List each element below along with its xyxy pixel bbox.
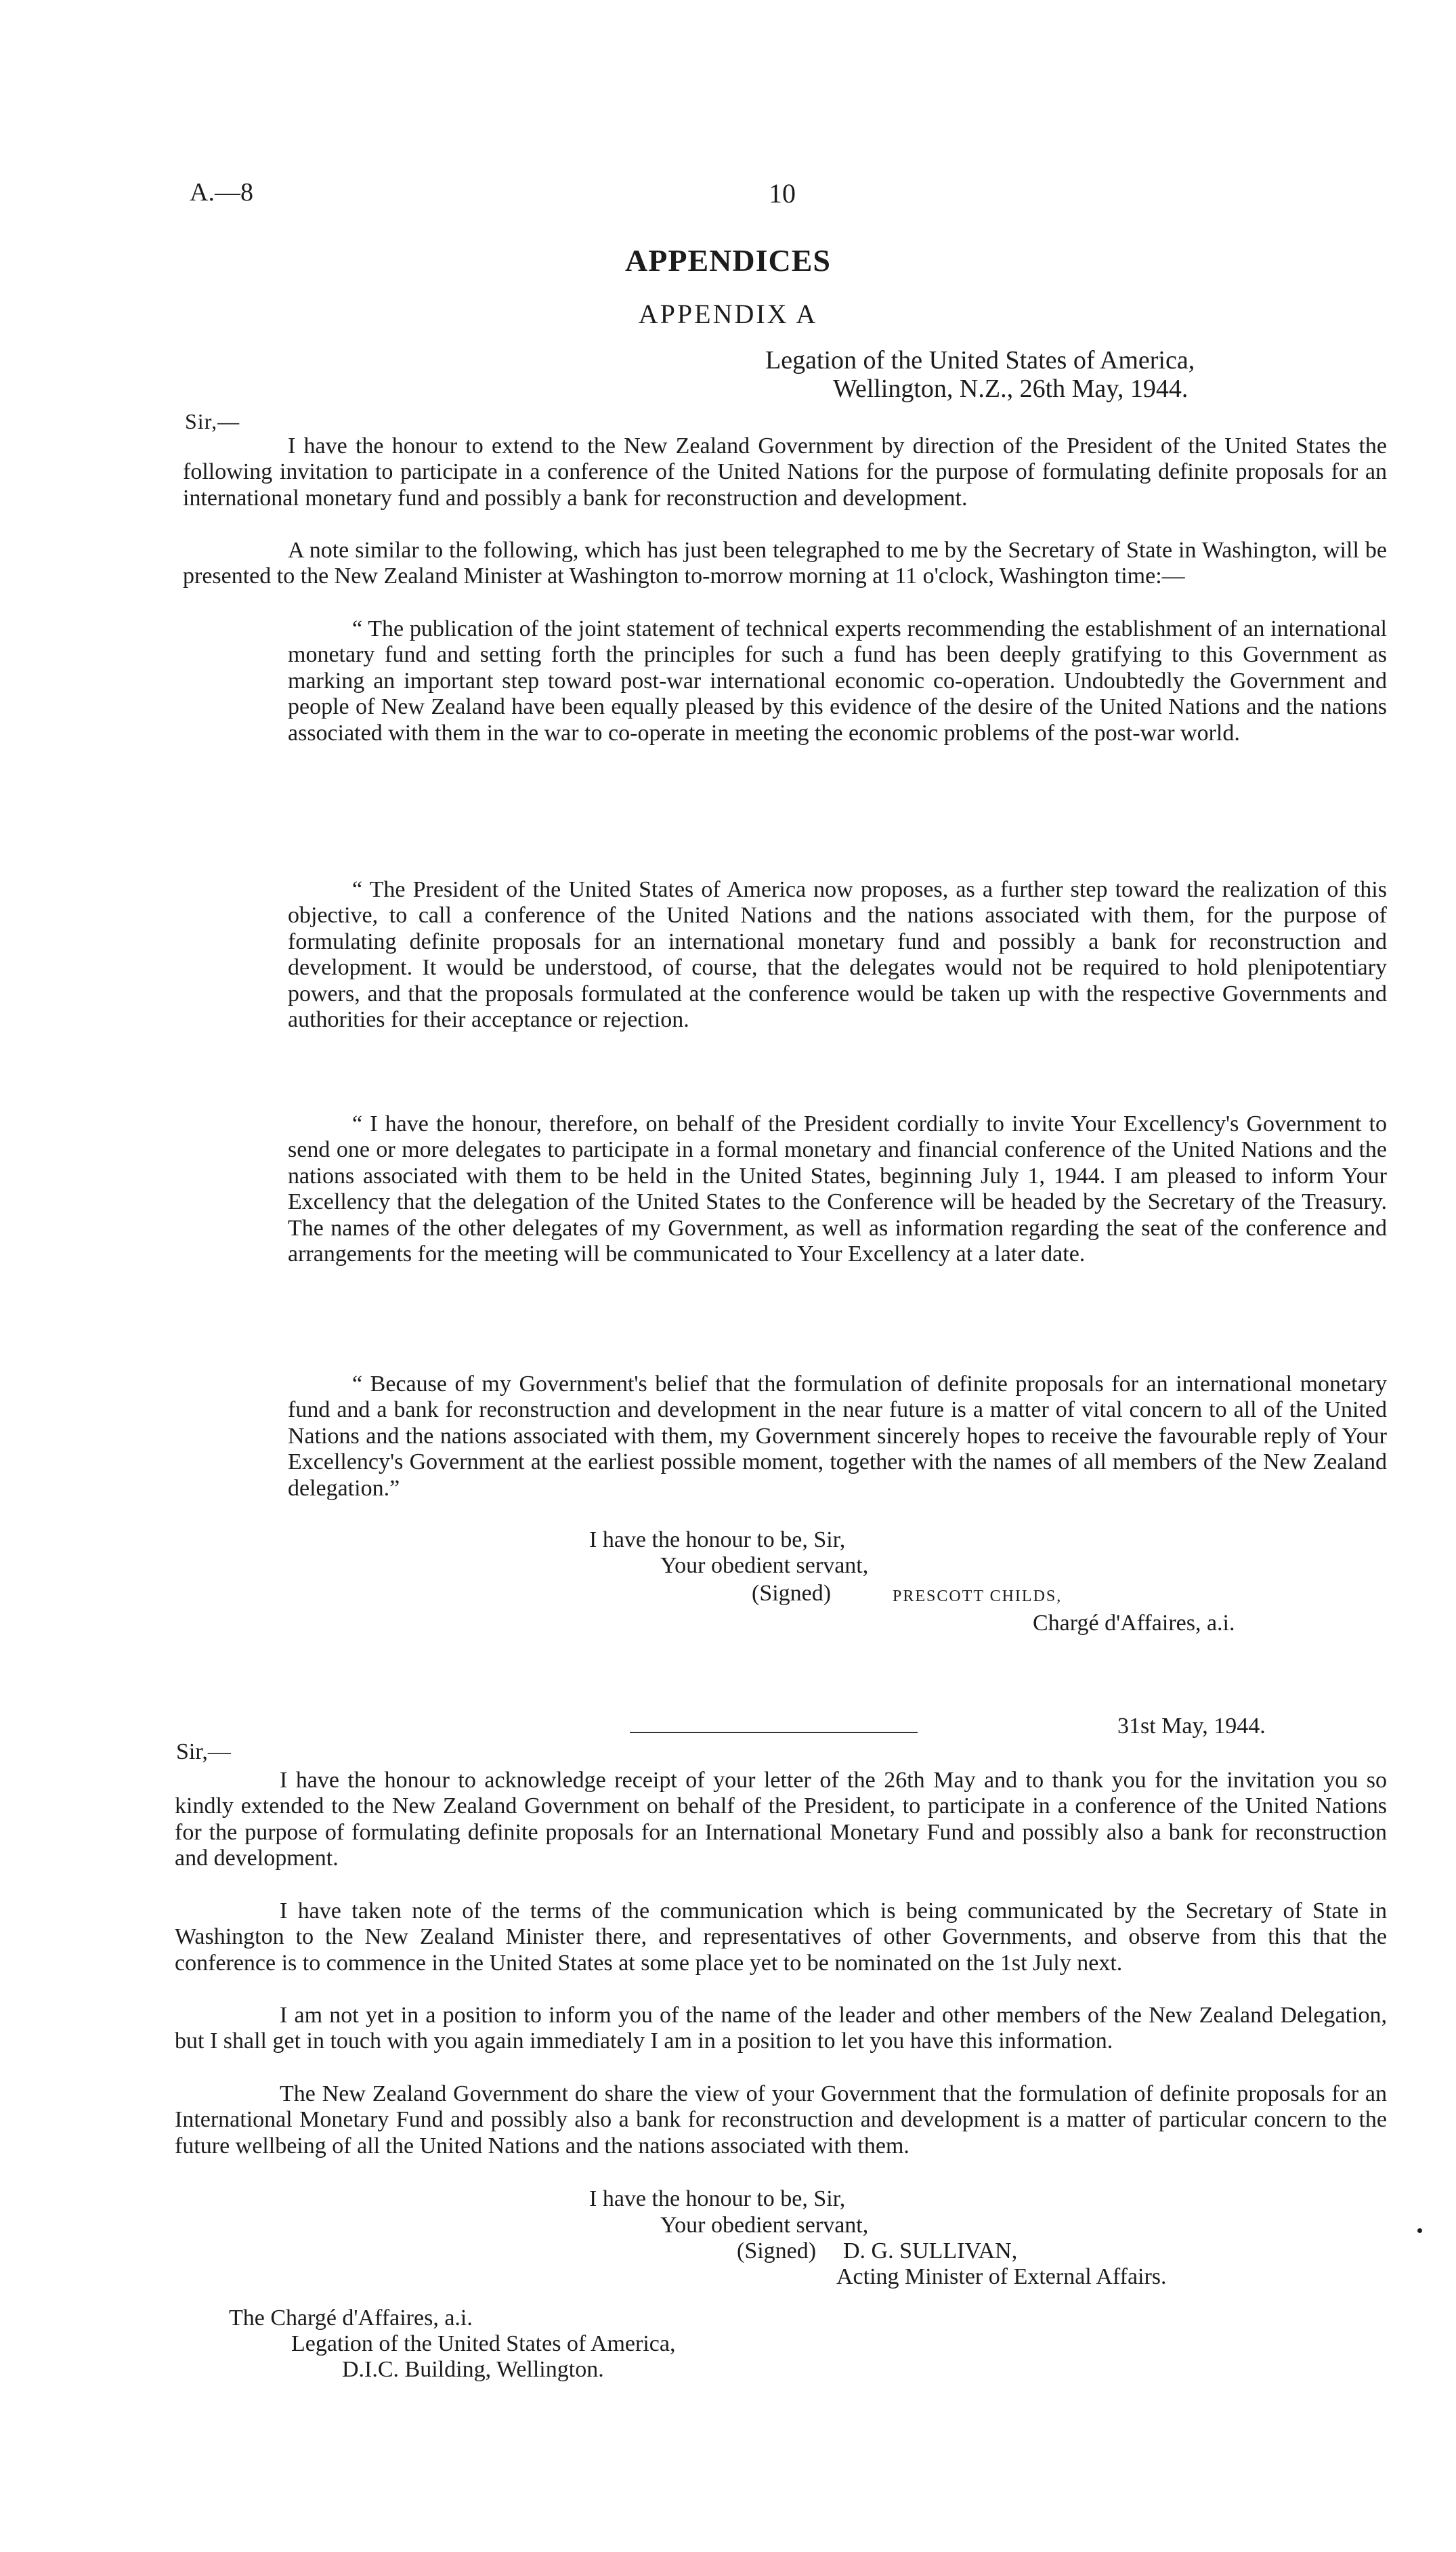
letter2-paragraph-1: I have the honour to acknowledge receipt of your letter of the 26th May and to thank you for the invitation you so kindly extended to the New Zealand Government on behalf of the President, to participate in a conference of the United Nations for the purpose of formulating definite proposals for an International Monetary Fund and possibly also a bank for reconstruction and development.	[175, 1768, 1387, 1871]
letter2-closing-line2: Your obedient servant,	[660, 2213, 869, 2238]
letter2-signatory-title: Acting Minister of External Affairs.	[836, 2264, 1167, 2289]
letter1-address-line2: Wellington, N.Z., 26th May, 1944.	[833, 375, 1189, 403]
letter2-signed-marker: (Signed)	[737, 2238, 817, 2263]
document-reference: A.—8	[190, 178, 253, 207]
letter1-address-line1: Legation of the United States of America,	[765, 346, 1195, 375]
letter1-signatory-title: Chargé d'Affaires, a.i.	[1033, 1611, 1235, 1636]
recipient-line3: D.I.C. Building, Wellington.	[342, 2357, 604, 2382]
letter1-quote-4: “ Because of my Government's belief that the formulation of definite proposals for an international monetary fund and a bank for reconstruction and development in the near future is a matter of vital concern to all of the United Nations and the nations associated with them, my Government sincerely hopes to receive the favourable reply of Your Excellency's Government at the earliest possible moment, together with the names of all members of the New Zealand delegation.”	[288, 1371, 1387, 1501]
letter1-quote-2: “ The President of the United States of America now proposes, as a further step toward the realization of this objective, to call a conference of the United Nations and the nations associated with them, for the purpose of formulating definite proposals for an international monetary fund and possibly a bank for reconstruction and development. It would be understood, of course, that the delegates would not be required to hold plenipotentiary powers, and that the proposals formulated at the conference would be taken up with the respective Governments and authorities for their acceptance or rejection.	[288, 877, 1387, 1033]
letter1-signed-marker: (Signed)	[752, 1581, 832, 1606]
letter1-paragraph-1: I have the honour to extend to the New Zealand Government by direction of the President of the United States the following invitation to participate in a conference of the United Nations for the purpose of formulating definite proposals for an international monetary fund and possibly a bank for reconstruction and development.	[183, 433, 1387, 511]
letter1-quote-1: “ The publication of the joint statement of technical experts recommending the establishment of an international monetary fund and setting forth the principles for such a fund has been deeply gratifying to this Government as marking an important step toward post-war international economic co-operation. Undoubtedly the Government and people of New Zealand have been equally pleased by this evidence of the desire of the United Nations and the nations associated with them in the war to co-operate in meeting the economic problems of the post-war world.	[288, 616, 1387, 746]
letter1-salutation: Sir,—	[185, 409, 240, 433]
page-number: 10	[769, 178, 796, 209]
letter2-salutation: Sir,—	[176, 1739, 231, 1764]
letter2-signatory: D. G. SULLIVAN,	[843, 2238, 1018, 2263]
page-title: APPENDICES	[625, 243, 831, 278]
recipient-line1: The Chargé d'Affaires, a.i.	[229, 2305, 473, 2331]
letter2-date: 31st May, 1944.	[1117, 1714, 1266, 1739]
letter1-signatory: PRESCOTT CHILDS,	[893, 1588, 1063, 1605]
letter2-closing-line1: I have the honour to be, Sir,	[589, 2186, 846, 2211]
letter1-closing-line1: I have the honour to be, Sir,	[589, 1527, 846, 1552]
letter1-closing-line2: Your obedient servant,	[660, 1553, 869, 1578]
recipient-line2: Legation of the United States of America,	[291, 2331, 676, 2356]
letter1-quote-3: “ I have the honour, therefore, on behalf of the President cordially to invite Your Excellency's Government to send one or more delegates to participate in a formal monetary and financial conference of the United Nations and the nations associated with them to be held in the United States, beginning July 1, 1944. I am pleased to inform Your Excellency that the delegation of the United States to the Conference will be headed by the Secretary of the Treasury. The names of the other delegates of my Government, as well as information regarding the seat of the conference and arrangements for the meeting will be communicated to Your Excellency at a later date.	[288, 1111, 1387, 1267]
appendix-heading: APPENDIX A	[638, 299, 818, 329]
letter2-paragraph-2: I have taken note of the terms of the communication which is being communicated by the Secretary of State in Washington to the New Zealand Minister there, and representatives of other Governments, and observe from this that the conference is to commence in the United States at some place yet to be nominated on the 1st July next.	[175, 1898, 1387, 1976]
stray-ink-dot	[1417, 2228, 1422, 2233]
section-divider	[630, 1732, 918, 1733]
letter2-paragraph-4: The New Zealand Government do share the view of your Government that the formulation of definite proposals for an International Monetary Fund and possibly also a bank for reconstruction and development is a matter of particular concern to the future wellbeing of all the United Nations and the nations associated with them.	[175, 2081, 1387, 2158]
letter2-paragraph-3: I am not yet in a position to inform you of the name of the leader and other members of the New Zealand Delegation, but I shall get in touch with you again immediately I am in a position to let you have this information.	[175, 2003, 1387, 2054]
letter1-paragraph-2: A note similar to the following, which has just been telegraphed to me by the Secretary of State in Washington, will be presented to the New Zealand Minister at Washington to-morrow morning at 11 o'clock, Washington time:—	[183, 538, 1387, 589]
